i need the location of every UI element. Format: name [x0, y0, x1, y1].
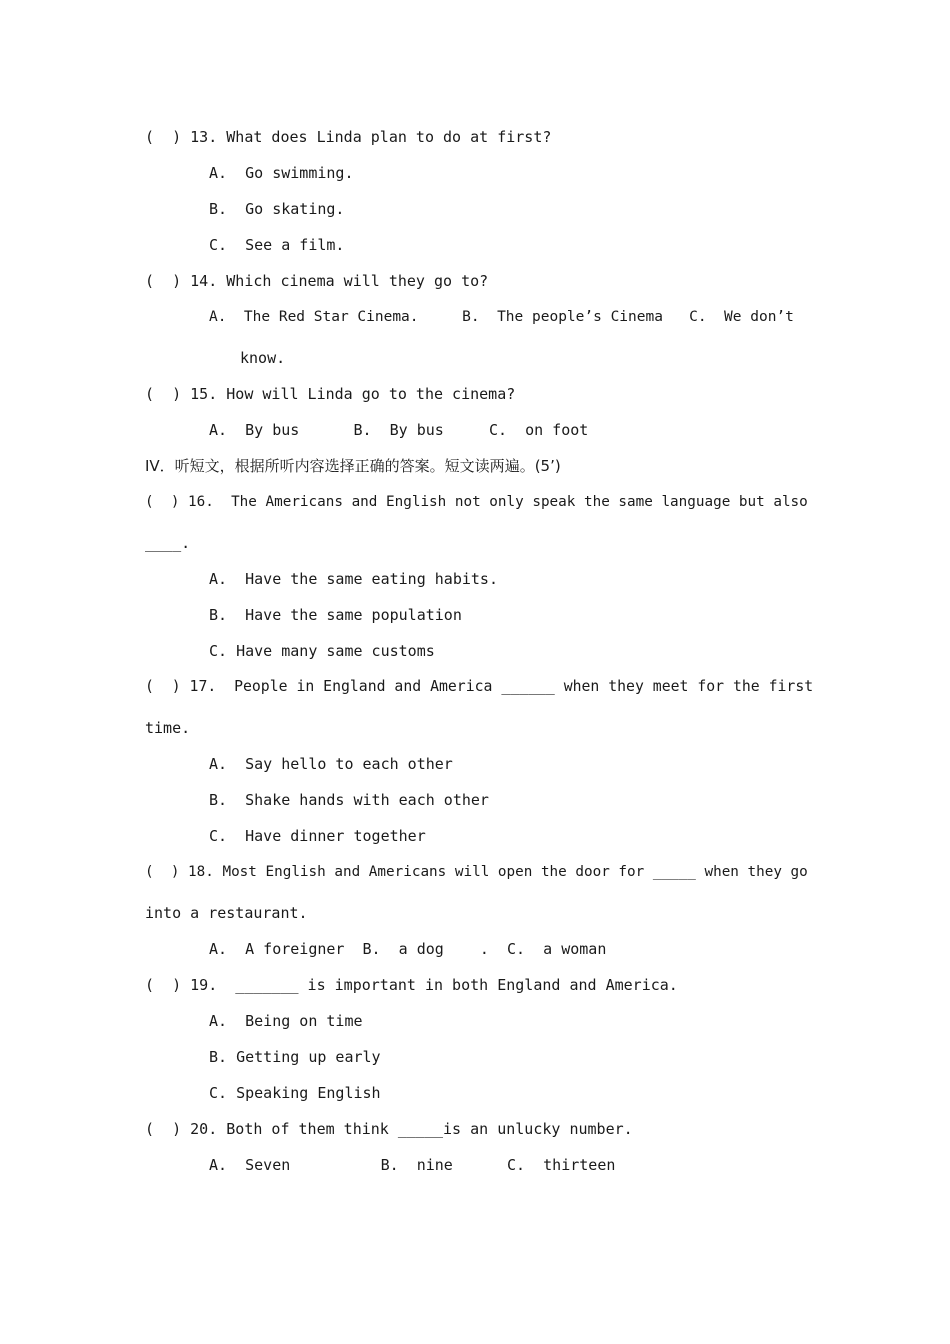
question-19-option-c: C. Speaking English — [209, 1084, 381, 1102]
question-13-option-c: C. See a film. — [209, 236, 345, 254]
question-16-stem-continued: ____. — [145, 534, 191, 552]
question-16-stem: ( ) 16. The Americans and English not only speak the same language but also — [145, 494, 808, 510]
question-15-stem: ( ) 15. How will Linda go to the cinema? — [145, 385, 516, 403]
section-iv-heading: IV．听短文，根据所听内容选择正确的答案。短文读两遍。(5’) — [145, 457, 561, 475]
question-18-options: A. A foreigner B. a dog . C. a woman — [209, 940, 607, 958]
question-17-stem-continued: time. — [145, 719, 191, 737]
question-13-stem: ( ) 13. What does Linda plan to do at first? — [145, 128, 552, 146]
question-20-options: A. Seven B. nine C. thirteen — [209, 1156, 616, 1174]
question-13-option-b: B. Go skating. — [209, 200, 345, 218]
question-15-options: A. By bus B. By bus C. on foot — [209, 421, 589, 439]
question-18-stem: ( ) 18. Most English and Americans will open the door for _____ when they go — [145, 864, 808, 880]
question-13-option-a: A. Go swimming. — [209, 164, 354, 182]
question-17-option-a: A. Say hello to each other — [209, 755, 453, 773]
question-17-stem: ( ) 17. People in England and America ______ when they meet for the first — [145, 678, 814, 695]
question-18-stem-continued: into a restaurant. — [145, 904, 308, 922]
question-14-stem: ( ) 14. Which cinema will they go to? — [145, 272, 489, 290]
question-14-options-continued: know. — [240, 349, 286, 367]
question-17-option-c: C. Have dinner together — [209, 827, 426, 845]
question-17-option-b: B. Shake hands with each other — [209, 791, 489, 809]
question-16-option-a: A. Have the same eating habits. — [209, 570, 498, 588]
question-19-option-b: B. Getting up early — [209, 1048, 381, 1066]
question-16-option-b: B. Have the same population — [209, 606, 462, 624]
question-19-option-a: A. Being on time — [209, 1012, 363, 1030]
question-16-option-c: C. Have many same customs — [209, 642, 435, 660]
question-14-options: A. The Red Star Cinema. B. The people’s Cinema C. We don’t — [209, 309, 794, 325]
question-20-stem: ( ) 20. Both of them think _____is an unlucky number. — [145, 1120, 633, 1138]
question-19-stem: ( ) 19. _______ is important in both England and America. — [145, 976, 678, 994]
